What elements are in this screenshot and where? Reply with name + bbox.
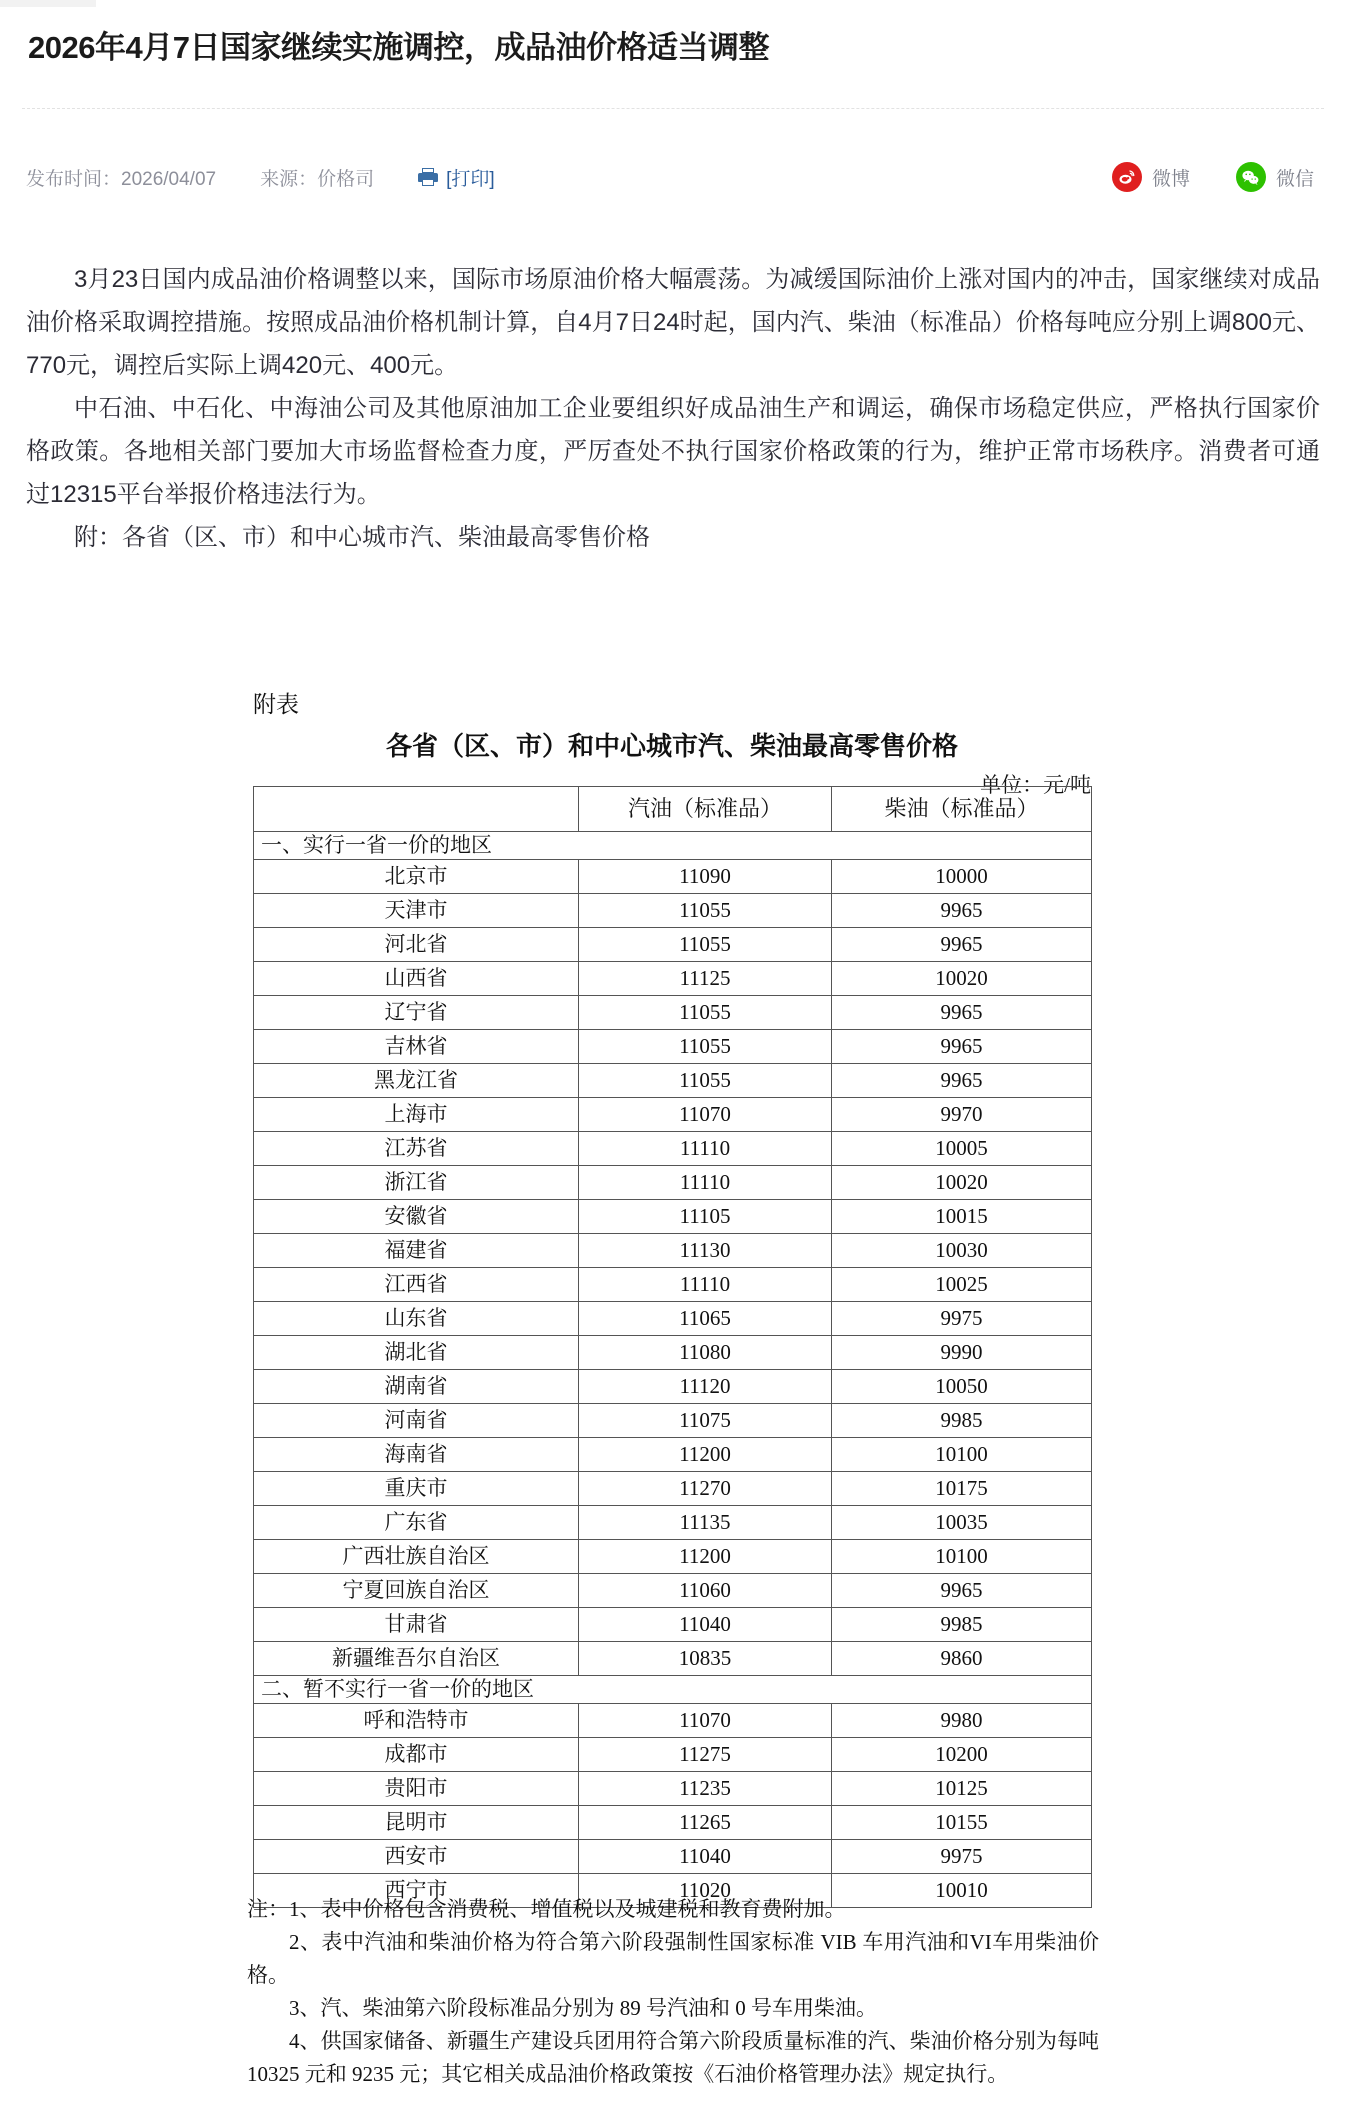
table-header-cell-0 [254, 787, 579, 832]
diesel-price-cell: 10005 [832, 1132, 1092, 1166]
table-row [254, 1642, 1092, 1676]
region-name-cell: 山东省 [254, 1302, 579, 1336]
gasoline-price-cell: 11110 [579, 1268, 832, 1302]
table-section-row [254, 1676, 1092, 1704]
gasoline-price-cell: 11090 [579, 860, 832, 894]
table-row [254, 1336, 1092, 1370]
article-paragraph-1: 3月23日国内成品油价格调整以来，国际市场原油价格大幅震荡。为减缓国际油价上涨对国内的冲击，国家继续对成品油价格采取调控措施。按照成品油价格机制计算，自4月7日24时起，国内汽、柴油（标准品）价格每吨应分别上调800元、770元，调控后实际上调420元、400元。 [26, 266, 1320, 379]
region-name-cell: 安徽省 [254, 1200, 579, 1234]
table-header-cell-1: 汽油（标准品） [579, 787, 832, 832]
table-row [254, 1472, 1092, 1506]
table-row [254, 1064, 1092, 1098]
gasoline-price-cell: 11110 [579, 1166, 832, 1200]
weibo-label: 微博 [1151, 168, 1190, 190]
print-label: [打印] [446, 168, 495, 190]
table-row [254, 1030, 1092, 1064]
region-name-cell: 宁夏回族自治区 [254, 1574, 579, 1608]
table-row [254, 894, 1092, 928]
diesel-price-cell: 9965 [832, 894, 1092, 928]
gasoline-price-cell: 11120 [579, 1370, 832, 1404]
table-row [254, 1840, 1092, 1874]
region-name-cell: 呼和浩特市 [254, 1704, 579, 1738]
meta-bar [0, 160, 1346, 194]
table-row [254, 1608, 1092, 1642]
note-3: 3、汽、柴油第六阶段标准品分别为 89 号汽油和 0 号车用柴油。 [289, 1996, 877, 2020]
gasoline-price-cell: 11055 [579, 928, 832, 962]
table-row [254, 1370, 1092, 1404]
table-row [254, 1704, 1092, 1738]
diesel-price-cell: 9965 [832, 1064, 1092, 1098]
printer-icon [418, 168, 438, 186]
region-name-cell: 江苏省 [254, 1132, 579, 1166]
source-label: 来源：价格司 [260, 168, 375, 190]
diesel-price-cell: 10050 [832, 1370, 1092, 1404]
table-row [254, 1166, 1092, 1200]
diesel-price-cell: 10020 [832, 962, 1092, 996]
diesel-price-cell: 9980 [832, 1704, 1092, 1738]
table-row [254, 1506, 1092, 1540]
region-name-cell: 辽宁省 [254, 996, 579, 1030]
table-row [254, 996, 1092, 1030]
region-name-cell: 浙江省 [254, 1166, 579, 1200]
diesel-price-cell: 9975 [832, 1840, 1092, 1874]
region-name-cell: 成都市 [254, 1738, 579, 1772]
notes-block [247, 1893, 1099, 2091]
gasoline-price-cell: 11200 [579, 1540, 832, 1574]
table-row [254, 1438, 1092, 1472]
diesel-price-cell: 10155 [832, 1806, 1092, 1840]
page-title: 2026年4月7日国家继续实施调控，成品油价格适当调整 [28, 30, 769, 65]
gasoline-price-cell: 11265 [579, 1806, 832, 1840]
gasoline-price-cell: 11075 [579, 1404, 832, 1438]
region-name-cell: 福建省 [254, 1234, 579, 1268]
region-name-cell: 河南省 [254, 1404, 579, 1438]
region-name-cell: 广东省 [254, 1506, 579, 1540]
region-name-cell: 北京市 [254, 860, 579, 894]
gasoline-price-cell: 11020 [579, 1874, 832, 1908]
gasoline-price-cell: 11275 [579, 1738, 832, 1772]
diesel-price-cell: 10025 [832, 1268, 1092, 1302]
region-name-cell: 江西省 [254, 1268, 579, 1302]
share-weibo-button[interactable] [1112, 162, 1190, 192]
gasoline-price-cell: 11130 [579, 1234, 832, 1268]
diesel-price-cell: 10020 [832, 1166, 1092, 1200]
gasoline-price-cell: 11105 [579, 1200, 832, 1234]
gasoline-price-cell: 11235 [579, 1772, 832, 1806]
article-body [26, 258, 1320, 559]
region-name-cell: 西宁市 [254, 1874, 579, 1908]
article-paragraph-3: 附：各省（区、市）和中心城市汽、柴油最高零售价格 [74, 524, 650, 551]
region-name-cell: 昆明市 [254, 1806, 579, 1840]
gasoline-price-cell: 11065 [579, 1302, 832, 1336]
diesel-price-cell: 9965 [832, 996, 1092, 1030]
table-row [254, 1806, 1092, 1840]
diesel-price-cell: 10010 [832, 1874, 1092, 1908]
gasoline-price-cell: 11040 [579, 1608, 832, 1642]
region-name-cell: 重庆市 [254, 1472, 579, 1506]
diesel-price-cell: 9860 [832, 1642, 1092, 1676]
meta-left-group [26, 160, 495, 194]
table-row [254, 1302, 1092, 1336]
table-section-title: 二、暂不实行一省一价的地区 [254, 1676, 1092, 1704]
table-row [254, 1234, 1092, 1268]
table-row [254, 1098, 1092, 1132]
diesel-price-cell: 9965 [832, 1574, 1092, 1608]
diesel-price-cell: 10015 [832, 1200, 1092, 1234]
diesel-price-cell: 9975 [832, 1302, 1092, 1336]
diesel-price-cell: 10200 [832, 1738, 1092, 1772]
share-group [1066, 160, 1314, 194]
diesel-price-cell: 10100 [832, 1438, 1092, 1472]
region-name-cell: 广西壮族自治区 [254, 1540, 579, 1574]
gasoline-price-cell: 11040 [579, 1840, 832, 1874]
price-table [253, 786, 1092, 1908]
table-row [254, 1574, 1092, 1608]
attachment-title: 各省（区、市）和中心城市汽、柴油最高零售价格 [385, 732, 958, 761]
gasoline-price-cell: 11080 [579, 1336, 832, 1370]
table-row [254, 1772, 1092, 1806]
region-name-cell: 天津市 [254, 894, 579, 928]
gasoline-price-cell: 11200 [579, 1438, 832, 1472]
gasoline-price-cell: 11055 [579, 996, 832, 1030]
diesel-price-cell: 10100 [832, 1540, 1092, 1574]
header-divider [22, 108, 1324, 109]
gasoline-price-cell: 11110 [579, 1132, 832, 1166]
table-row [254, 962, 1092, 996]
gasoline-price-cell: 11125 [579, 962, 832, 996]
gasoline-price-cell: 11055 [579, 894, 832, 928]
table-row [254, 1132, 1092, 1166]
table-row [254, 1540, 1092, 1574]
weibo-icon [1112, 162, 1142, 192]
gasoline-price-cell: 11055 [579, 1064, 832, 1098]
table-row [254, 1738, 1092, 1772]
region-name-cell: 山西省 [254, 962, 579, 996]
table-row [254, 1404, 1092, 1438]
print-button[interactable] [418, 164, 495, 191]
publish-time: 发布时间：2026/04/07 [26, 168, 217, 190]
diesel-price-cell: 9990 [832, 1336, 1092, 1370]
diesel-price-cell: 10035 [832, 1506, 1092, 1540]
gasoline-price-cell: 11135 [579, 1506, 832, 1540]
diesel-price-cell: 10030 [832, 1234, 1092, 1268]
share-wechat-button[interactable] [1236, 162, 1314, 192]
region-name-cell: 黑龙江省 [254, 1064, 579, 1098]
attachment-label: 附表 [253, 692, 299, 717]
gasoline-price-cell: 10835 [579, 1642, 832, 1676]
diesel-price-cell: 10175 [832, 1472, 1092, 1506]
table-row [254, 928, 1092, 962]
diesel-price-cell: 10000 [832, 860, 1092, 894]
region-name-cell: 河北省 [254, 928, 579, 962]
diesel-price-cell: 9985 [832, 1608, 1092, 1642]
gasoline-price-cell: 11055 [579, 1030, 832, 1064]
region-name-cell: 上海市 [254, 1098, 579, 1132]
region-name-cell: 吉林省 [254, 1030, 579, 1064]
article-paragraph-2: 中石油、中石化、中海油公司及其他原油加工企业要组织好成品油生产和调运，确保市场稳定供应，严格执行国家价格政策。各地相关部门要加大市场监督检查力度，严厉查处不执行国家价格政策的行为，维护正常市场秩序。消费者可通过12315平台举报价格违法行为。 [26, 395, 1320, 508]
note-1: 注：1、表中价格包含消费税、增值税以及城建税和教育费附加。 [247, 1897, 846, 1921]
diesel-price-cell: 9965 [832, 1030, 1092, 1064]
gasoline-price-cell: 11070 [579, 1704, 832, 1738]
gasoline-price-cell: 11270 [579, 1472, 832, 1506]
diesel-price-cell: 10125 [832, 1772, 1092, 1806]
region-name-cell: 新疆维吾尔自治区 [254, 1642, 579, 1676]
region-name-cell: 甘肃省 [254, 1608, 579, 1642]
table-row [254, 860, 1092, 894]
wechat-icon [1236, 162, 1266, 192]
region-name-cell: 西安市 [254, 1840, 579, 1874]
table-section-row [254, 832, 1092, 860]
diesel-price-cell: 9965 [832, 928, 1092, 962]
region-name-cell: 湖北省 [254, 1336, 579, 1370]
diesel-price-cell: 9985 [832, 1404, 1092, 1438]
table-row [254, 1200, 1092, 1234]
note-2: 2、表中汽油和柴油价格为符合第六阶段强制性国家标准 VIB 车用汽油和VI车用柴油价格。 [247, 1930, 1099, 1987]
gasoline-price-cell: 11060 [579, 1574, 832, 1608]
region-name-cell: 海南省 [254, 1438, 579, 1472]
region-name-cell: 贵阳市 [254, 1772, 579, 1806]
gasoline-price-cell: 11070 [579, 1098, 832, 1132]
wechat-label: 微信 [1275, 168, 1314, 190]
table-header-cell-2: 柴油（标准品） [832, 787, 1092, 832]
note-4: 4、供国家储备、新疆生产建设兵团用符合第六阶段质量标准的汽、柴油价格分别为每吨 10325 元和 9235 元；其它相关成品油价格政策按《石油价格管理办法》规定执行。 [247, 2029, 1099, 2086]
table-header-row [254, 787, 1092, 832]
attachment-unit: 单位：元/吨 [980, 773, 1091, 797]
table-section-title: 一、实行一省一价的地区 [254, 832, 1092, 860]
region-name-cell: 湖南省 [254, 1370, 579, 1404]
table-row [254, 1268, 1092, 1302]
diesel-price-cell: 9970 [832, 1098, 1092, 1132]
